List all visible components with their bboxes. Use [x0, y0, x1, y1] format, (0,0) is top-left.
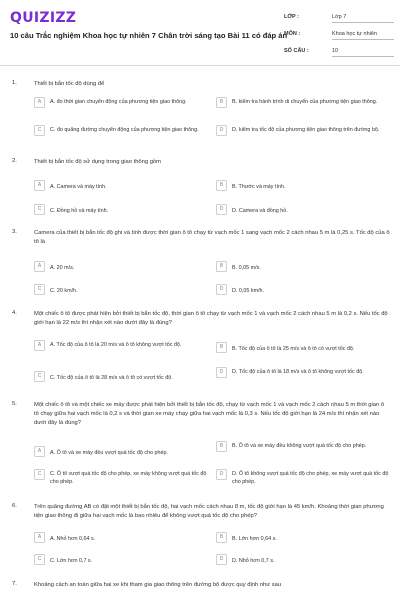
- option-a[interactable]: [34, 97, 210, 113]
- option-d[interactable]: [216, 367, 392, 383]
- option-letter: C: [34, 469, 45, 480]
- option-letter: D: [216, 554, 227, 565]
- option-text: C. đo quãng đường chuyển động của phương tiện giao thông.: [50, 127, 199, 133]
- worksheet-title: 10 câu Trắc nghiệm Khoa học tự nhiên 7 Chân trời sáng tạo Bài 11 có đáp án: [10, 31, 288, 40]
- question-number: 1.: [12, 80, 17, 86]
- option-letter: B: [216, 441, 227, 452]
- option-text: B. kiểm tra hành trình di chuyển của phương tiện giao thông.: [232, 99, 378, 105]
- option-text: A. 20 m/s.: [50, 264, 75, 271]
- option-b[interactable]: [216, 180, 392, 196]
- option-b[interactable]: [216, 532, 392, 548]
- option-a[interactable]: [34, 261, 210, 277]
- worksheet-meta: [284, 12, 394, 63]
- meta-row-subject: [284, 29, 394, 43]
- option-a[interactable]: [34, 180, 210, 196]
- option-text: D. 0,05 km/h.: [232, 287, 265, 294]
- option-text: C. Tốc độ của ô tô là 28 m/s và ô tô có vượt tốc độ.: [50, 374, 173, 381]
- option-letter: B: [216, 97, 227, 108]
- option-letter: D: [216, 284, 227, 295]
- option-c[interactable]: [34, 371, 210, 387]
- option-a[interactable]: [34, 340, 210, 356]
- option-letter: B: [216, 532, 227, 543]
- option-text: D. kiểm tra tốc độ của phương tiện giao thông trên đường bộ.: [232, 127, 380, 133]
- option-letter: A: [34, 97, 45, 108]
- question-text: Thiết bị bắn tốc độ dùng để: [34, 81, 105, 87]
- option-text: A. Camera và máy tính.: [50, 183, 107, 190]
- option-text: A. Tốc độ của ô tô là 20 m/s và ô tô không vượt tốc độ.: [50, 342, 182, 348]
- option-text: C. Đồng hồ và máy tính.: [50, 207, 109, 214]
- option-letter: A: [34, 446, 45, 457]
- option-c[interactable]: [34, 204, 210, 220]
- option-letter: C: [34, 371, 45, 382]
- option-letter: A: [34, 261, 45, 272]
- option-letter: C: [34, 204, 45, 215]
- option-letter: B: [216, 180, 227, 191]
- option-letter: D: [216, 125, 227, 136]
- option-letter: C: [34, 554, 45, 565]
- question-text: Camera của thiết bị bắn tốc độ ghi và tính được thời gian ô tô chạy từ vạch mốc 1 sang vạch mốc 2 cách nhau 5 m là 0,25 s. Tốc độ của ô tô là: [34, 230, 390, 245]
- option-letter: C: [34, 284, 45, 295]
- option-text: B. Lớn hơn 0,64 s.: [232, 535, 277, 542]
- option-b[interactable]: [216, 441, 392, 457]
- option-text: D. Ô tô không vượt quá tốc độ cho phép, xe máy vượt quá tốc độ cho phép.: [232, 471, 389, 485]
- quizizz-logo: QUIZIZZ: [10, 10, 77, 26]
- option-letter: A: [34, 340, 45, 351]
- option-text: B. Tốc độ của ô tô là 25 m/s và ô tô có vượt tốc độ.: [232, 345, 355, 352]
- option-text: C. Ô tô vượt quá tốc độ cho phép, xe máy không vượt quá tốc độ cho phép.: [50, 471, 207, 485]
- option-text: C. 20 km/h.: [50, 287, 78, 294]
- option-letter: D: [216, 204, 227, 215]
- meta-row-count: [284, 46, 394, 60]
- option-text: A. Nhỏ hơn 0,64 s.: [50, 535, 96, 542]
- option-c[interactable]: [34, 284, 210, 300]
- option-letter: A: [34, 180, 45, 191]
- option-c[interactable]: [34, 554, 210, 570]
- option-text: B. Ô tô và xe máy đều không vượt quá tốc độ cho phép.: [232, 443, 367, 449]
- question-text: Trên quãng đường AB có đặt một thiết bị bắn tốc độ, hai vạch mốc cách nhau 8 m, tốc độ giới hạn là 45 km/h. Khoảng thời gian phương tiện giao thông đi giữa hai vạch mốc là bao nhiêu để không vượt quá tốc độ cho phép?: [34, 504, 384, 519]
- option-text: B. Thước và máy tính.: [232, 183, 286, 190]
- option-letter: B: [216, 342, 227, 353]
- option-b[interactable]: [216, 342, 392, 358]
- meta-row-class: [284, 12, 394, 26]
- option-text: D. Tốc độ của ô tô là 18 m/s và ô tô không vượt tốc độ.: [232, 369, 364, 375]
- question-text: Một chiếc ô tô được phát hiện bởi thiết bị bắn tốc độ, thời gian ô tô chạy từ vạch mốc 1 và vạch mốc 2 cách nhau 5 m là 0,2 s. Nếu tốc độ giới hạn là 22 m/s thì nhận xét nào dưới đây là đúng?: [34, 311, 388, 326]
- option-b[interactable]: [216, 97, 392, 113]
- question-number: 3.: [12, 229, 17, 235]
- option-b[interactable]: [216, 261, 392, 277]
- option-text: C. Lớn hơn 0,7 s.: [50, 557, 93, 564]
- question-text: Khoảng cách an toàn giữa hai xe khi tham gia giao thông trên đường bộ được quy định như sau: [34, 582, 282, 588]
- worksheet-header: [0, 0, 400, 66]
- question-number: 7.: [12, 581, 17, 587]
- meta-label: SỐ CÂU :: [284, 48, 309, 54]
- option-text: A. đo thời gian chuyển động của phương tiện giao thông.: [50, 99, 187, 105]
- option-c[interactable]: [34, 125, 210, 141]
- meta-value: 10: [332, 48, 394, 57]
- option-letter: B: [216, 261, 227, 272]
- meta-value: Khoa học tự nhiên: [332, 31, 394, 40]
- option-letter: D: [216, 367, 227, 378]
- meta-label: MÔN :: [284, 31, 301, 37]
- option-text: D. Camera và đồng hồ.: [232, 207, 288, 214]
- option-d[interactable]: [216, 204, 392, 220]
- question-text: Thiết bị bắn tốc độ sử dụng trong giao thông gồm: [34, 159, 161, 165]
- option-d[interactable]: [216, 284, 392, 300]
- option-text: A. Ô tô và xe máy đều vượt quá tốc độ cho phép.: [50, 449, 169, 456]
- question-number: 4.: [12, 310, 17, 316]
- question-number: 6.: [12, 503, 17, 509]
- option-text: B. 0,05 m/s.: [232, 264, 261, 271]
- meta-label: LỚP :: [284, 14, 299, 20]
- question-number: 2.: [12, 158, 17, 164]
- option-d[interactable]: [216, 469, 392, 485]
- question-text: Một chiếc ô tô và một chiếc xe máy được phát hiện bởi thiết bị bắn tốc độ, chạy từ vạch mốc 1 và vạch mốc 2 cách nhau 5 m thời gian ô tô chạy giữa hai vạch mốc là 0,2 s và thời gian xe máy chạy giữa hai vạch mốc là 0,3 s. Nếu tốc độ giới hạn là 24 m/s thì nhận xét nào dưới đây là đúng?: [34, 402, 385, 426]
- option-a[interactable]: [34, 446, 210, 462]
- meta-value: Lớp 7: [332, 14, 394, 23]
- option-d[interactable]: [216, 554, 392, 570]
- option-letter: C: [34, 125, 45, 136]
- option-letter: A: [34, 532, 45, 543]
- option-text: D. Nhỏ hơn 0,7 s.: [232, 557, 275, 564]
- option-c[interactable]: [34, 469, 210, 485]
- question-number: 5.: [12, 401, 17, 407]
- option-letter: D: [216, 469, 227, 480]
- option-a[interactable]: [34, 532, 210, 548]
- option-d[interactable]: [216, 125, 392, 141]
